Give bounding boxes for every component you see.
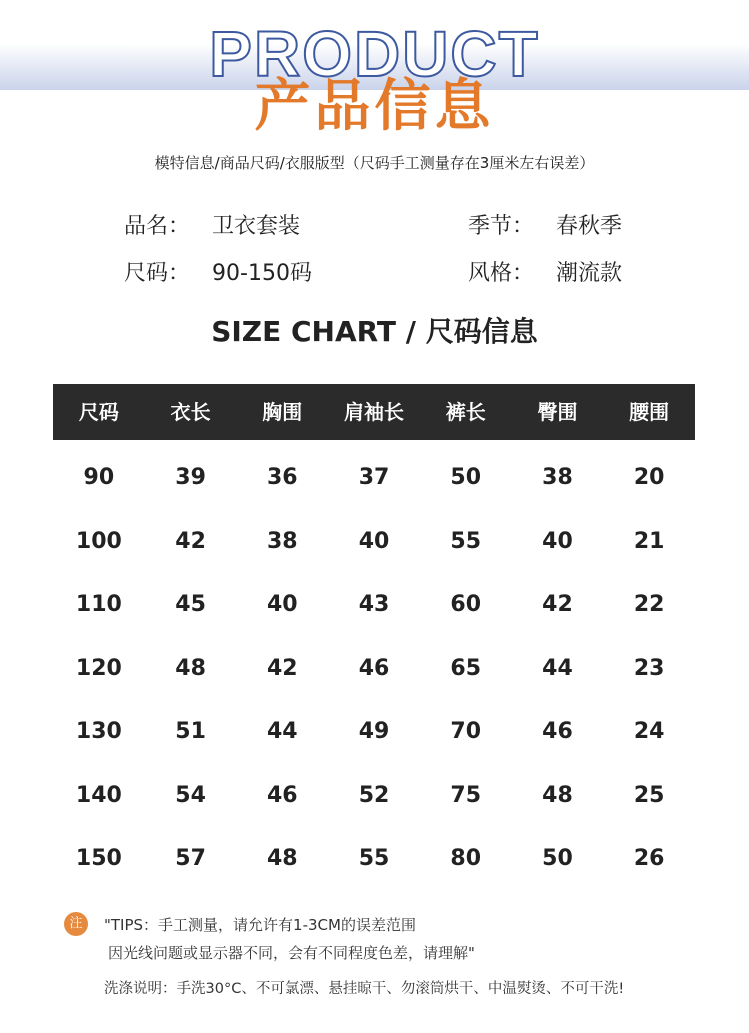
info-size [124, 259, 312, 289]
table-cell: 60 [450, 592, 482, 618]
table-cell: 100 [75, 528, 122, 554]
table-cell: 38 [266, 528, 298, 554]
table-cell: 36 [266, 465, 298, 491]
table-cell: 38 [542, 465, 573, 491]
table-cell: 52 [358, 782, 390, 808]
note-icon: 注 [64, 912, 88, 936]
column-header: 肩袖长 [344, 400, 405, 424]
column-header: 尺码 [78, 400, 119, 424]
table-cell: 23 [633, 655, 665, 681]
page-subtitle: 模特信息/商品尺码/衣服版型（尺码手工测量存在3厘米左右误差） [154, 154, 595, 172]
info-style-label: 风格： [468, 261, 535, 286]
tips-line-1: "TIPS：手工测量，请允许有1-3CM的误差范围 [104, 916, 416, 934]
table-cell: 40 [358, 528, 390, 554]
table-cell: 55 [450, 528, 482, 554]
size-table-body [53, 446, 695, 891]
column-header: 裤长 [445, 400, 486, 424]
table-row [53, 827, 695, 891]
column-header: 衣长 [170, 400, 211, 424]
table-cell: 42 [266, 655, 298, 681]
table-cell: 48 [175, 655, 206, 681]
washing-instructions: 洗涤说明：手洗30°C、不可氯漂、悬挂晾干、勿滚筒烘干、中温熨烫、不可干洗! [104, 981, 625, 997]
table-cell: 40 [542, 528, 573, 554]
info-season-label: 季节： [468, 214, 535, 239]
table-cell: 22 [633, 592, 665, 618]
info-size-label: 尺码： [124, 261, 191, 286]
table-cell: 46 [358, 655, 390, 681]
info-name [124, 212, 300, 242]
table-cell: 25 [633, 782, 665, 808]
table-cell: 120 [75, 655, 122, 681]
table-cell: 150 [75, 846, 122, 872]
column-header: 臀围 [537, 400, 578, 424]
table-row [53, 637, 695, 701]
table-row [53, 446, 695, 510]
table-cell: 51 [175, 719, 206, 745]
table-cell: 46 [542, 719, 573, 745]
table-row [53, 700, 695, 764]
table-cell: 39 [175, 465, 206, 491]
table-cell: 42 [175, 528, 206, 554]
table-cell: 20 [633, 465, 665, 491]
table-cell: 46 [266, 782, 298, 808]
table-cell: 54 [175, 782, 206, 808]
column-header: 胸围 [262, 400, 303, 424]
column-header: 腰围 [629, 400, 670, 424]
table-cell: 44 [542, 655, 573, 681]
table-cell: 110 [75, 592, 122, 618]
table-cell: 65 [450, 655, 482, 681]
info-season-value: 春秋季 [556, 214, 623, 239]
table-row [53, 573, 695, 637]
table-cell: 50 [450, 465, 482, 491]
table-cell: 26 [633, 846, 665, 872]
product-watermark: PRODUCT [0, 18, 749, 90]
table-cell: 70 [450, 719, 482, 745]
info-style [468, 259, 622, 289]
info-style-value: 潮流款 [556, 261, 623, 286]
table-row [53, 510, 695, 574]
table-cell: 48 [266, 846, 298, 872]
table-cell: 140 [75, 782, 122, 808]
table-cell: 24 [633, 719, 665, 745]
info-name-label: 品名： [124, 214, 191, 239]
table-cell: 37 [358, 465, 390, 491]
table-cell: 45 [175, 592, 206, 618]
table-cell: 48 [542, 782, 573, 808]
size-table-header [53, 384, 695, 440]
table-cell: 75 [450, 782, 482, 808]
table-cell: 57 [175, 846, 206, 872]
info-season [468, 212, 622, 242]
table-cell: 21 [633, 528, 665, 554]
info-size-value: 90-150码 [212, 261, 312, 286]
table-cell: 40 [266, 592, 298, 618]
table-cell: 49 [358, 719, 390, 745]
page-title: 产品信息 [254, 74, 495, 139]
table-cell: 50 [542, 846, 573, 872]
table-row [53, 764, 695, 828]
table-cell: 80 [450, 846, 482, 872]
size-chart-heading: SIZE CHART / 尺码信息 [211, 315, 538, 348]
tips-line-2: 因光线问题或显示器不同，会有不同程度色差，请理解" [108, 944, 475, 962]
table-cell: 43 [358, 592, 390, 618]
table-cell: 130 [75, 719, 122, 745]
table-cell: 44 [266, 719, 298, 745]
info-name-value: 卫衣套装 [212, 214, 301, 239]
table-cell: 90 [83, 465, 115, 491]
table-cell: 42 [542, 592, 573, 618]
table-cell: 55 [358, 846, 390, 872]
